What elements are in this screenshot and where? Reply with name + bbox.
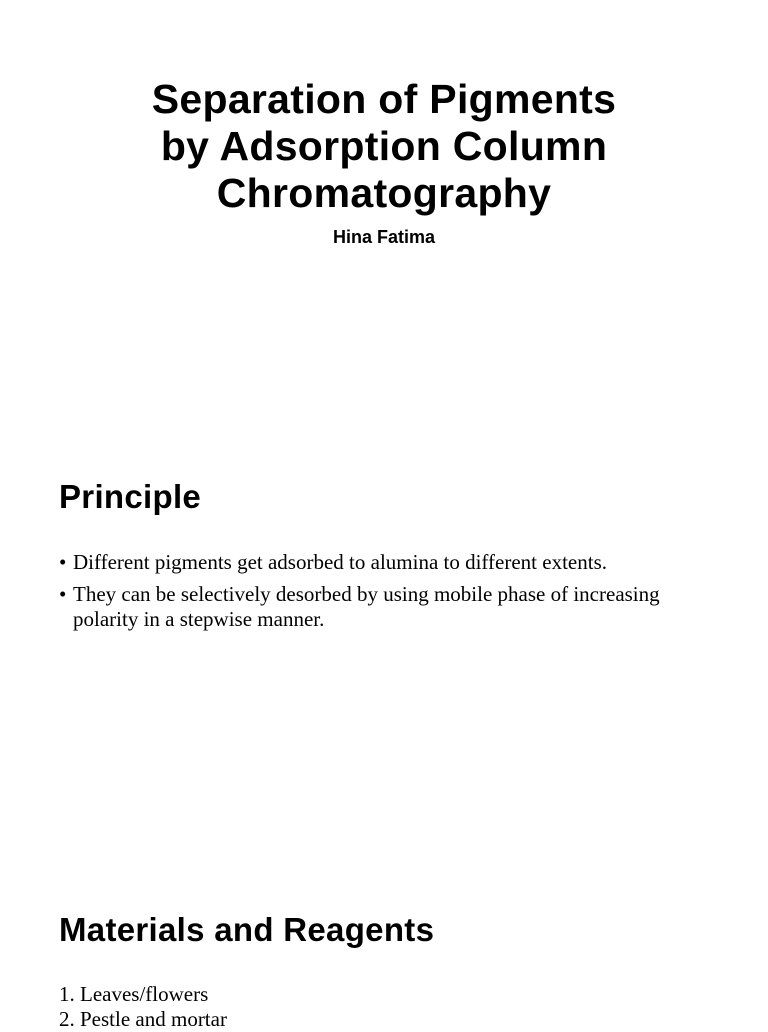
title-line-1: Separation of Pigments xyxy=(151,76,617,122)
bullet-text: They can be selectively desorbed by using mobile phase of increasing polarity in a stepwise manner. xyxy=(73,582,660,631)
title-line-3: Chromatography xyxy=(216,170,552,216)
presentation-title xyxy=(0,76,768,217)
list-item: 1. Leaves/flowers xyxy=(59,982,209,1006)
title-block xyxy=(0,76,768,248)
materials-heading: Materials and Reagents xyxy=(59,911,435,948)
principle-heading: Principle xyxy=(59,478,202,515)
materials-list xyxy=(59,982,227,1032)
bullet-item xyxy=(59,582,719,632)
bullet-text: Different pigments get adsorbed to alumina to different extents. xyxy=(73,550,607,574)
title-line-2: by Adsorption Column xyxy=(160,123,608,169)
bullet-item xyxy=(59,550,719,575)
materials-slide xyxy=(0,860,768,1031)
principle-bullet-list xyxy=(59,550,719,639)
title-slide xyxy=(0,0,768,430)
list-item: 2. Pestle and mortar xyxy=(59,1007,227,1031)
bullet-icon: • xyxy=(59,550,67,574)
author-name: Hina Fatima xyxy=(332,227,436,247)
bullet-icon: • xyxy=(59,582,67,606)
principle-slide xyxy=(0,430,768,860)
